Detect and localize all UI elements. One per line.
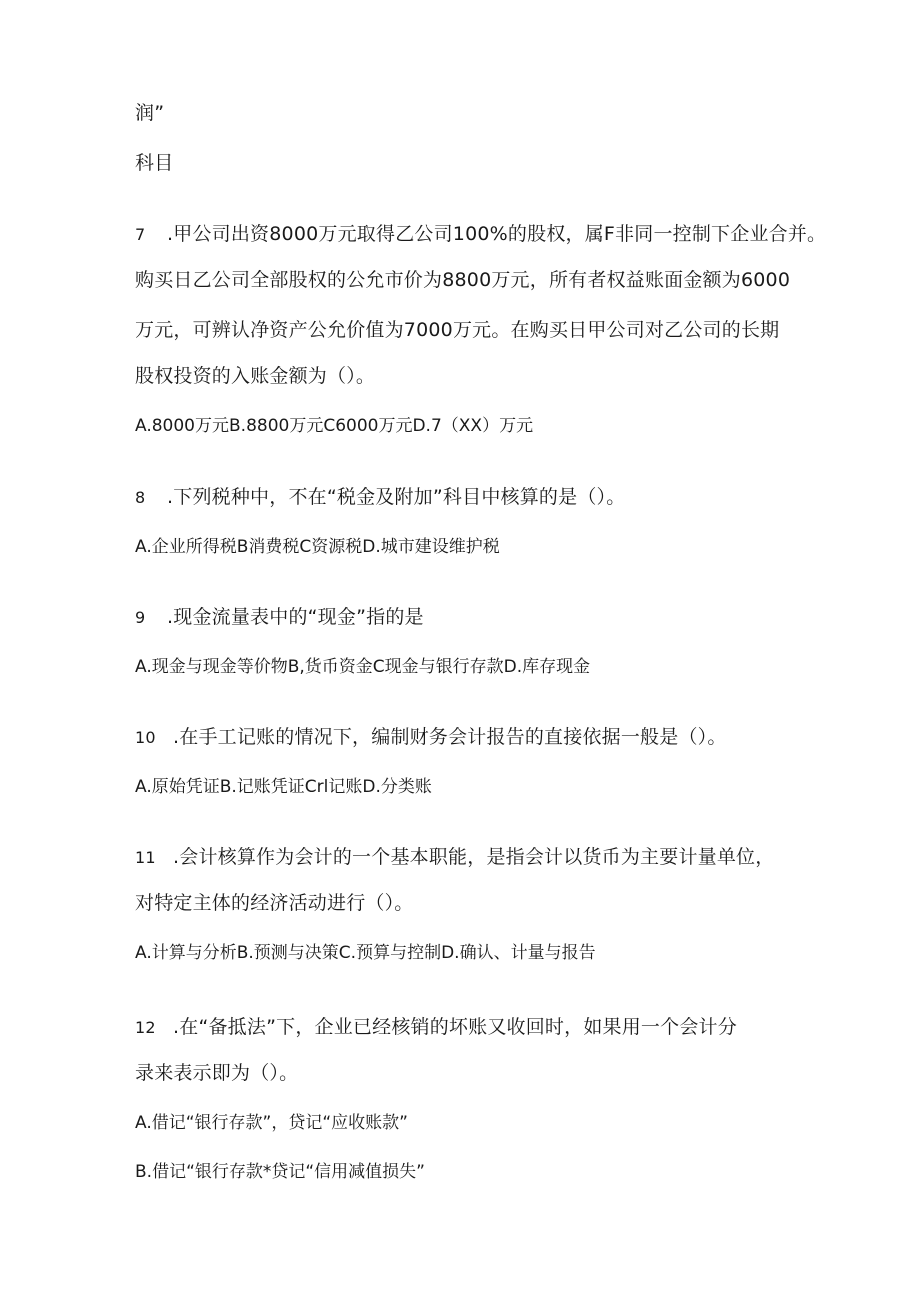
- question-7-options: A.8000万元B.8800万元C6000万元D.7（XX）万元: [135, 416, 534, 436]
- question-9-line-1: [135, 605, 424, 630]
- question-number: 9: [135, 608, 146, 627]
- question-number: 12: [135, 1018, 156, 1037]
- question-7-line-3: 万元，可辨认净资产公允价值为7000万元。在购买日甲公司对乙公司的长期: [135, 319, 780, 341]
- question-number: 10: [135, 728, 156, 747]
- question-11-options: A.计算与分析B.预测与决策C.预算与控制D.确认、计量与报告: [135, 943, 596, 963]
- question-12-line-2: 录来表示即为（）。: [135, 1062, 299, 1084]
- question-7-line-2: 购买日乙公司全部股权的公允市价为8800万元，所有者权益账面金额为6000: [135, 269, 791, 291]
- question-10-options: A.原始凭证B.记账凭证Crl记账D.分类账: [135, 777, 432, 797]
- question-12-line-1: [135, 1015, 737, 1040]
- question-text: .在手工记账的情况下，编制财务会计报告的直接依据一般是（）。: [173, 726, 727, 748]
- question-text: .下列税种中，不在“税金及附加”科目中核算的是（）。: [167, 486, 626, 508]
- question-text: .现金流量表中的“现金”指的是: [167, 606, 424, 628]
- question-7-line-4: 股权投资的入账金额为（）。: [135, 365, 376, 387]
- question-9-options: A.现金与现金等价物B,货币资金C现金与银行存款D.库存现金: [135, 657, 591, 677]
- question-text: .甲公司出资8000万元取得乙公司100%的股权，属F非同一控制下企业合并。: [167, 223, 827, 245]
- question-12-option-a: A.借记“银行存款”，贷记“应收账款”: [135, 1113, 408, 1133]
- text-line: 科目: [135, 152, 174, 174]
- question-text: .会计核算作为会计的一个基本职能，是指会计以货币为主要计量单位，: [173, 846, 775, 868]
- question-11-line-1: [135, 845, 774, 870]
- question-8-line-1: [135, 485, 625, 510]
- question-7-line-1: [135, 222, 826, 247]
- question-12-option-b: B.借记“银行存款*贷记“信用减值损失”: [135, 1162, 425, 1182]
- question-number: 8: [135, 488, 146, 507]
- question-8-options: A.企业所得税B消费税C资源税D.城市建设维护税: [135, 537, 500, 557]
- question-10-line-1: [135, 725, 727, 750]
- text-line: 润”: [135, 102, 165, 124]
- question-text: .在“备抵法”下，企业已经核销的坏账又收回时，如果用一个会计分: [173, 1016, 737, 1038]
- question-number: 7: [135, 225, 146, 244]
- question-number: 11: [135, 848, 156, 867]
- question-11-line-2: 对特定主体的经济活动进行（）。: [135, 892, 414, 914]
